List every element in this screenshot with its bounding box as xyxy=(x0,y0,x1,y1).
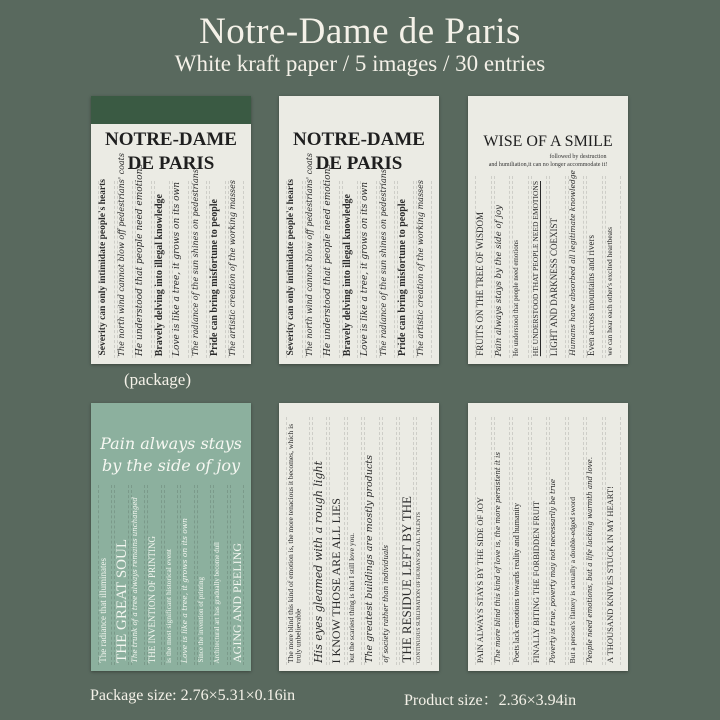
strip-text: Pain always stays by the side of joy xyxy=(493,204,504,356)
card-heading-line-1: NOTRE-DAME xyxy=(293,129,425,150)
strip-text: Love is like a tree, it grows on its own xyxy=(172,182,182,356)
strip-group xyxy=(285,417,433,665)
strip-text: Even across mountains and rivers xyxy=(586,235,596,356)
product-size: Product size：2.36×3.94in xyxy=(404,692,577,709)
page-subtitle: White kraft paper / 5 images / 30 entries xyxy=(174,51,546,76)
strip-text: Humans have absorbed all legitimate knowledge xyxy=(567,170,577,356)
strip-text: The north wind cannot blow off pedestrians' coats xyxy=(116,152,126,356)
page-title: Notre-Dame de Paris xyxy=(199,11,521,52)
card-package xyxy=(91,96,251,364)
strip-text: Pride can bring misfortune to people xyxy=(209,199,220,356)
strip-text: The more blind this kind of love is, the more persistent it is xyxy=(493,452,502,663)
strip-text: But a person's flattery is actually a double-edged sword xyxy=(567,496,577,663)
strip-text: is the most significant historical event xyxy=(163,549,173,663)
card-subheading: and humiliation,it can no longer accommodate it! xyxy=(488,162,608,168)
strip-text: The radiance that illuminates xyxy=(98,558,108,663)
strip-text: THE INVENTION OF PRINTING xyxy=(147,535,158,663)
strip-text: HE UNDERSTOOD THAT PEOPLE NEED EMOTIONS xyxy=(530,180,540,356)
card-wise-of-a-smile xyxy=(468,96,628,364)
strip-text: I KNOW THOSE ARE ALL LIES xyxy=(329,497,344,663)
strip-group xyxy=(474,417,622,665)
card-pain-always-stays-by-joy xyxy=(468,403,628,671)
strip-text: THE RESIDUE LEFT BY THE xyxy=(399,496,414,663)
strip-text: but the scariest thing is that I still love you. xyxy=(346,533,356,663)
strip-text: Love is like a tree, it grows on its own xyxy=(180,518,190,663)
strip-text: AGING AND PEELING xyxy=(229,543,244,663)
package-band xyxy=(91,96,251,124)
card-pain-always-stays xyxy=(91,403,251,671)
strip-text: CONTINUOUS SUBLIMATION OF HUMAN SOCIAL TALENTS xyxy=(416,511,423,663)
strip-text: The trunk of a tree always remains unchanged xyxy=(130,497,139,663)
strip-text: The radiance of the sun shines on pedestrians xyxy=(190,169,200,356)
strip-text: People need emotions, but a life lacking warmth and love. xyxy=(586,457,594,663)
strip-text: The more blind this kind of emotion is, the more tenacious it becomes, which is truly unbelievable xyxy=(286,423,303,663)
strip-text: He understood that people need emotions xyxy=(512,239,520,356)
strip-text: The artistic creation of the working masses xyxy=(415,179,425,356)
strip-text: of society rather than individuals xyxy=(381,545,390,663)
package-size: Package size: 2.76×5.31×0.16in xyxy=(90,687,296,704)
strip-text: He understood that people need emotions xyxy=(323,164,333,356)
strip-text: we can hear each other's excited heartbeats xyxy=(604,227,614,356)
strip-group xyxy=(97,485,245,665)
strip-text: FRUITS ON THE TREE OF WISDOM xyxy=(475,212,485,356)
card-heading-line-2: DE PARIS xyxy=(127,153,215,174)
strip-text: The radiance of the sun shines on pedestrians xyxy=(378,169,388,356)
strip-text: Severity can only intimidate people's hearts xyxy=(286,179,296,356)
strip-text: FINALLY BITING THE FORBIDDEN FRUIT xyxy=(530,500,541,663)
strip-text: Pride can bring misfortune to people xyxy=(397,199,408,356)
strip-text: Poets lack emotions towards reality and humanity xyxy=(512,503,521,663)
strip-text: Since the invention of printing xyxy=(196,577,205,663)
strip-text: His eyes gleamed with a rough light xyxy=(311,461,325,663)
strip-text: PAIN ALWAYS STAYS BY THE SIDE OF JOY xyxy=(475,496,485,663)
strip-text: He understood that people need emotions xyxy=(135,164,145,356)
card-heading-line-1: NOTRE-DAME xyxy=(105,129,237,150)
strip-text: The greatest buildings are mostly products xyxy=(364,455,376,663)
card-heading: WISE OF A SMILE xyxy=(483,133,613,150)
strip-text: The artistic creation of the working masses xyxy=(227,179,237,356)
strip-text: Poverty is true, poverty may not necessarily be true xyxy=(549,478,557,663)
strip-text: THE GREAT SOUL xyxy=(114,539,131,663)
strip-group xyxy=(474,170,622,358)
strip-text: The north wind cannot blow off pedestrians' coats xyxy=(304,152,314,356)
package-caption: (package) xyxy=(124,370,192,389)
card-notre-dame xyxy=(279,96,439,364)
strip-text: Architectural art has gradually become dull xyxy=(213,541,222,663)
card-heading-line-1: Pain always stays xyxy=(100,434,242,453)
strip-text: Bravely delving into illegal knowledge xyxy=(341,193,353,356)
strip-text: Love is like a tree, it grows on its own xyxy=(360,182,370,356)
strip-text: A THOUSAND KNIVES STUCK IN MY HEART! xyxy=(604,485,615,663)
card-i-know-those-are-all-lies xyxy=(279,403,439,671)
strip-text: Bravely delving into illegal knowledge xyxy=(153,193,165,356)
card-heading-line-2: DE PARIS xyxy=(315,153,403,174)
strip-text: Severity can only intimidate people's hearts xyxy=(98,179,108,356)
strip-text: LIGHT AND DARKNESS COEXIST xyxy=(549,217,559,356)
card-heading-line-2: by the side of joy xyxy=(101,456,241,475)
card-subheading: followed by destruction xyxy=(549,154,607,160)
